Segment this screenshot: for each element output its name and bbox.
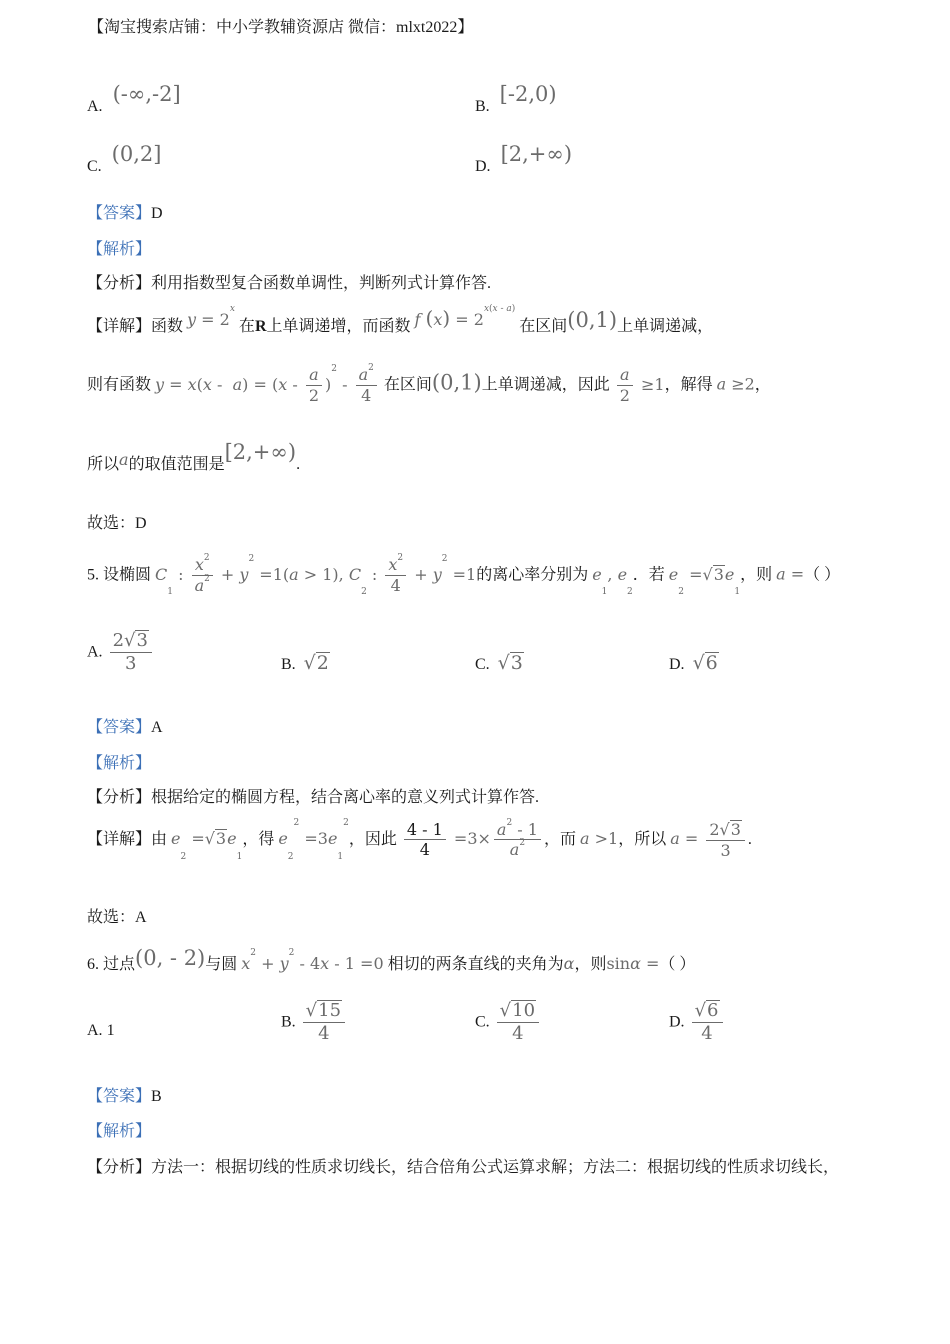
- text: ，所以: [618, 831, 667, 849]
- q4-detail-line-1: [87, 304, 714, 336]
- option-value: √6: [692, 652, 718, 674]
- formula: sinα =: [606, 954, 660, 973]
- formula: α: [563, 954, 575, 973]
- fenxi-text: 利用指数型复合函数单调性，判断列式计算作答.: [151, 275, 492, 292]
- option-label: B.: [475, 98, 490, 115]
- q4-detail-line-2: [87, 363, 771, 405]
- formula: a ≥2: [716, 374, 755, 394]
- text: 在: [238, 318, 255, 335]
- option-value: 1: [106, 1022, 115, 1039]
- formula: f $(x) = 2^{x(x - a)}$: [414, 304, 516, 330]
- text: ，则: [740, 566, 773, 584]
- answer-tag: 【答案】: [87, 719, 152, 736]
- q5-option-b: [281, 652, 330, 674]
- text: ，解得: [664, 376, 713, 394]
- option-label: D.: [669, 656, 685, 673]
- text: ，得: [242, 831, 275, 849]
- formula: y = x(x - a) = (x - $\frac{a}{2}$ )$^2$ - $\frac{a^2}{4}$: [155, 375, 380, 394]
- option-label: A.: [87, 98, 103, 115]
- text: .: [296, 456, 301, 473]
- q4-option-c: [87, 142, 162, 176]
- option-label: A.: [87, 1022, 103, 1039]
- q4-analysis-tag: 【解析】: [87, 241, 152, 258]
- question-number: 5. 设椭圆: [87, 566, 152, 584]
- q5-answer: [87, 714, 163, 737]
- q6-fenxi: [87, 1154, 839, 1177]
- text: ，则: [574, 956, 607, 973]
- q6-answer: [87, 1083, 162, 1106]
- option-value: √2: [303, 652, 329, 674]
- text: 则有函数: [87, 376, 152, 394]
- q4-detail-line-3: [87, 440, 301, 474]
- q5-option-d: [669, 652, 719, 674]
- text: （ ）: [804, 566, 841, 584]
- formula: $\frac{a}{2}$ ≥1: [614, 375, 665, 394]
- formula: (0,1): [567, 308, 618, 332]
- text: ，而: [543, 831, 576, 849]
- answer-tag: 【答案】: [87, 1088, 152, 1105]
- q5-option-c: [475, 652, 524, 674]
- header-text: 【淘宝搜索店铺：中小学教辅资源店 微信：mlxt2022】: [88, 19, 474, 36]
- q5-option-a: [87, 630, 155, 674]
- q5-detail: [87, 817, 752, 863]
- formula: $e_2^2 =3e_1^2$: [278, 818, 349, 863]
- text: 函数: [151, 318, 184, 335]
- q5-stem: [87, 553, 841, 598]
- text: 由: [151, 831, 168, 849]
- option-label: C.: [87, 158, 102, 175]
- option-label: C.: [475, 1013, 490, 1031]
- formula: a >1: [579, 829, 619, 849]
- q6-stem: [87, 946, 696, 974]
- text: 在区间: [519, 318, 568, 335]
- q4-conclusion: 故选：D: [87, 515, 147, 532]
- formula: $e_1$, $e_2$: [592, 564, 633, 598]
- option-label: A.: [87, 643, 103, 661]
- text: 的离心率分别为: [476, 566, 589, 584]
- text: 相切的两条直线的夹角为: [387, 956, 564, 973]
- fenxi-tag: 【分析】: [87, 1159, 152, 1176]
- formula: a =: [776, 564, 805, 584]
- text: 与圆: [205, 956, 238, 973]
- option-label: C.: [475, 656, 490, 673]
- text: ，因此: [348, 831, 397, 849]
- text: 的取值范围是: [128, 456, 225, 473]
- fenxi-text: 根据给定的椭圆方程，结合离心率的意义列式计算作答.: [151, 789, 540, 806]
- option-value: $\frac{√10}{4}$: [494, 1011, 542, 1030]
- formula: a: [119, 450, 129, 469]
- q4-option-d: [475, 142, 573, 176]
- question-number: 6. 过点: [87, 956, 136, 973]
- option-value: $\frac{√6}{4}$: [689, 1011, 726, 1030]
- text: .: [747, 831, 752, 849]
- formula: a = $\frac{2√3}{3}$: [670, 829, 748, 848]
- q6-analysis-tag: 【解析】: [87, 1123, 152, 1140]
- option-value: $\frac{√15}{4}$: [300, 1011, 348, 1030]
- q5-conclusion: 故选：A: [87, 909, 147, 926]
- formula: (0,1): [431, 370, 482, 395]
- q5-fenxi: [87, 784, 539, 807]
- formula: $\frac{4 - 1}{4}$ =3× $\frac{a^2 - 1}{a^2}$: [401, 829, 544, 848]
- answer-value: B: [151, 1088, 162, 1105]
- formula: $C_1$ : $\frac{x^2}{a^2}$ + $y^2 =1(a > 1)$, $C_2$ : $\frac{x^2}{4}$ + $y^2 =1$: [155, 553, 477, 598]
- text: 在区间: [383, 376, 432, 394]
- q6-option-b: [281, 1000, 348, 1044]
- fenxi-tag: 【分析】: [87, 789, 152, 806]
- q4-option-b: [475, 82, 557, 116]
- option-label: B.: [281, 656, 296, 673]
- fenxi-text: 方法一：根据切线的性质求切线长，结合倍角公式运算求解；方法二：根据切线的性质求切线长，: [151, 1159, 840, 1176]
- answer-tag: 【答案】: [87, 205, 152, 222]
- text: ，: [754, 376, 771, 394]
- text: 上单调递增，而函数: [266, 318, 411, 335]
- formula: [2,+∞): [224, 440, 297, 464]
- formula: $y = 2^x$: [187, 304, 235, 329]
- answer-value: D: [151, 205, 163, 222]
- detail-tag: 【详解】: [87, 831, 152, 849]
- text: 上单调递减，: [617, 318, 714, 335]
- text: （ ）: [659, 956, 696, 973]
- formula: $x^2 + y^2 - 4x - 1 =0$: [241, 948, 384, 973]
- text: 上单调递减，因此: [481, 376, 610, 394]
- text: ．若: [632, 566, 665, 584]
- q4-option-a: [87, 82, 181, 116]
- option-label: B.: [281, 1013, 296, 1031]
- option-value: (-∞,-2]: [112, 82, 181, 106]
- fenxi-tag: 【分析】: [87, 275, 152, 292]
- q6-option-d: [669, 1000, 726, 1044]
- q4-answer: [87, 200, 163, 223]
- option-label: D.: [669, 1013, 685, 1031]
- q5-analysis-tag: 【解析】: [87, 755, 152, 772]
- formula: $e_2 =√3e_1$: [171, 829, 243, 863]
- option-value: √3: [497, 652, 523, 674]
- formula: $e_2 =√3e_1$: [668, 564, 741, 598]
- detail-tag: 【详解】: [87, 318, 152, 335]
- text: 所以: [87, 456, 120, 473]
- option-value: (0,2]: [111, 142, 162, 166]
- answer-value: A: [151, 719, 163, 736]
- q6-option-c: [475, 1000, 542, 1044]
- option-value: [2,+∞): [500, 142, 573, 166]
- option-value: $\frac{2√3}{3}$: [107, 641, 155, 660]
- text: R: [254, 318, 267, 335]
- q4-fenxi: [87, 270, 491, 293]
- option-value: [-2,0): [499, 82, 557, 106]
- q6-option-a: [87, 1022, 115, 1040]
- formula: (0, - 2): [135, 946, 206, 970]
- option-label: D.: [475, 158, 491, 175]
